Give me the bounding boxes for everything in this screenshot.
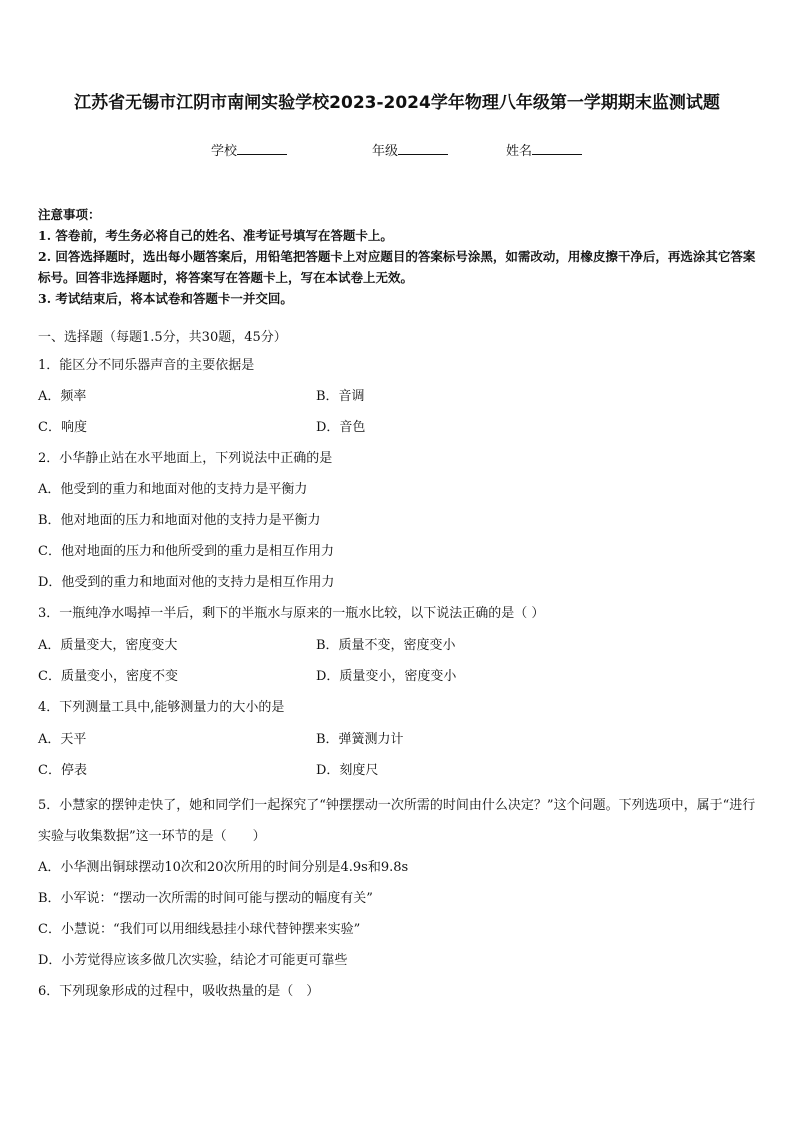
- school-field: [211, 140, 287, 159]
- option: C．响度: [38, 420, 87, 435]
- option: B．小军说：“摆动一次所需的时间可能与摆动的幅度有关”: [38, 891, 373, 906]
- grade-blank: [398, 142, 448, 155]
- grade-label: 年级: [372, 144, 399, 159]
- option: B．音调: [316, 389, 365, 404]
- section-heading: 一、选择题（每题1.5分，共30题，45分）: [38, 330, 287, 345]
- question-block: [38, 790, 763, 1007]
- option: A．频率: [38, 389, 87, 404]
- option: A．天平: [38, 732, 87, 747]
- name-label: 姓名: [506, 144, 533, 159]
- option: B．弹簧测力计: [316, 732, 404, 747]
- option: B．他对地面的压力和地面对他的支持力是平衡力: [38, 513, 321, 528]
- option: A．他受到的重力和地面对他的支持力是平衡力: [38, 482, 308, 497]
- option: C．停表: [38, 763, 87, 778]
- name-blank: [532, 142, 582, 155]
- option: A．小华测出铜球摆动10次和20次所用的时间分别是4.9s和9.8s: [38, 860, 409, 875]
- question-stem: 2．小华静止站在水平地面上，下列说法中正确的是: [38, 451, 333, 466]
- option: D．质量变小，密度变小: [316, 669, 457, 684]
- question-stem: 5．小慧家的摆钟走快了，她和同学们一起探究了“钟摆摆动一次所需的时间由什么决定？”这个问题。下列选项中，属于“进行实验与收集数据”这一环节的是（ ）: [38, 798, 756, 844]
- school-blank: [237, 142, 287, 155]
- note-item: 1. 答卷前，考生务必将自己的姓名、准考证号填写在答题卡上。: [38, 228, 393, 243]
- grade-field: [372, 140, 448, 159]
- question-stem: 1．能区分不同乐器声音的主要依据是: [38, 358, 255, 373]
- question-stem: 6．下列现象形成的过程中，吸收热量的是（ ）: [38, 984, 320, 999]
- exam-notes: [38, 204, 758, 309]
- option: D．刻度尺: [316, 763, 379, 778]
- option: D．音色: [316, 420, 366, 435]
- option: D．他受到的重力和地面对他的支持力是相互作用力: [38, 575, 335, 590]
- note-item: 3. 考试结束后，将本试卷和答题卡一并交回。: [38, 291, 293, 306]
- option: B．质量不变，密度变小: [316, 638, 456, 653]
- option: A．质量变大，密度变大: [38, 638, 178, 653]
- option: C．他对地面的压力和他所受到的重力是相互作用力: [38, 544, 334, 559]
- exam-title: 江苏省无锡市江阴市南闸实验学校2023-2024学年物理八年级第一学期期末监测试题: [74, 93, 720, 113]
- notes-heading: 注意事项：: [38, 207, 101, 222]
- school-label: 学校: [211, 144, 238, 159]
- note-item: 2. 回答选择题时，选出每小题答案后，用铅笔把答题卡上对应题目的答案标号涂黑，如需改动，用橡皮擦干净后，再选涂其它答案标号。回答非选择题时，将答案写在答题卡上，写在本试卷上无效。: [38, 249, 756, 285]
- option: C．小慧说：“我们可以用细线悬挂小球代替钟摆来实验”: [38, 922, 361, 937]
- question-stem: 4．下列测量工具中,能够测量力的大小的是: [38, 700, 285, 715]
- option: C．质量变小，密度不变: [38, 669, 178, 684]
- question-stem: 3．一瓶纯净水喝掉一半后，剩下的半瓶水与原来的一瓶水比较，以下说法正确的是（ ）: [38, 606, 545, 621]
- name-field: [506, 140, 582, 159]
- option: D．小芳觉得应该多做几次实验，结论才可能更可靠些: [38, 953, 348, 968]
